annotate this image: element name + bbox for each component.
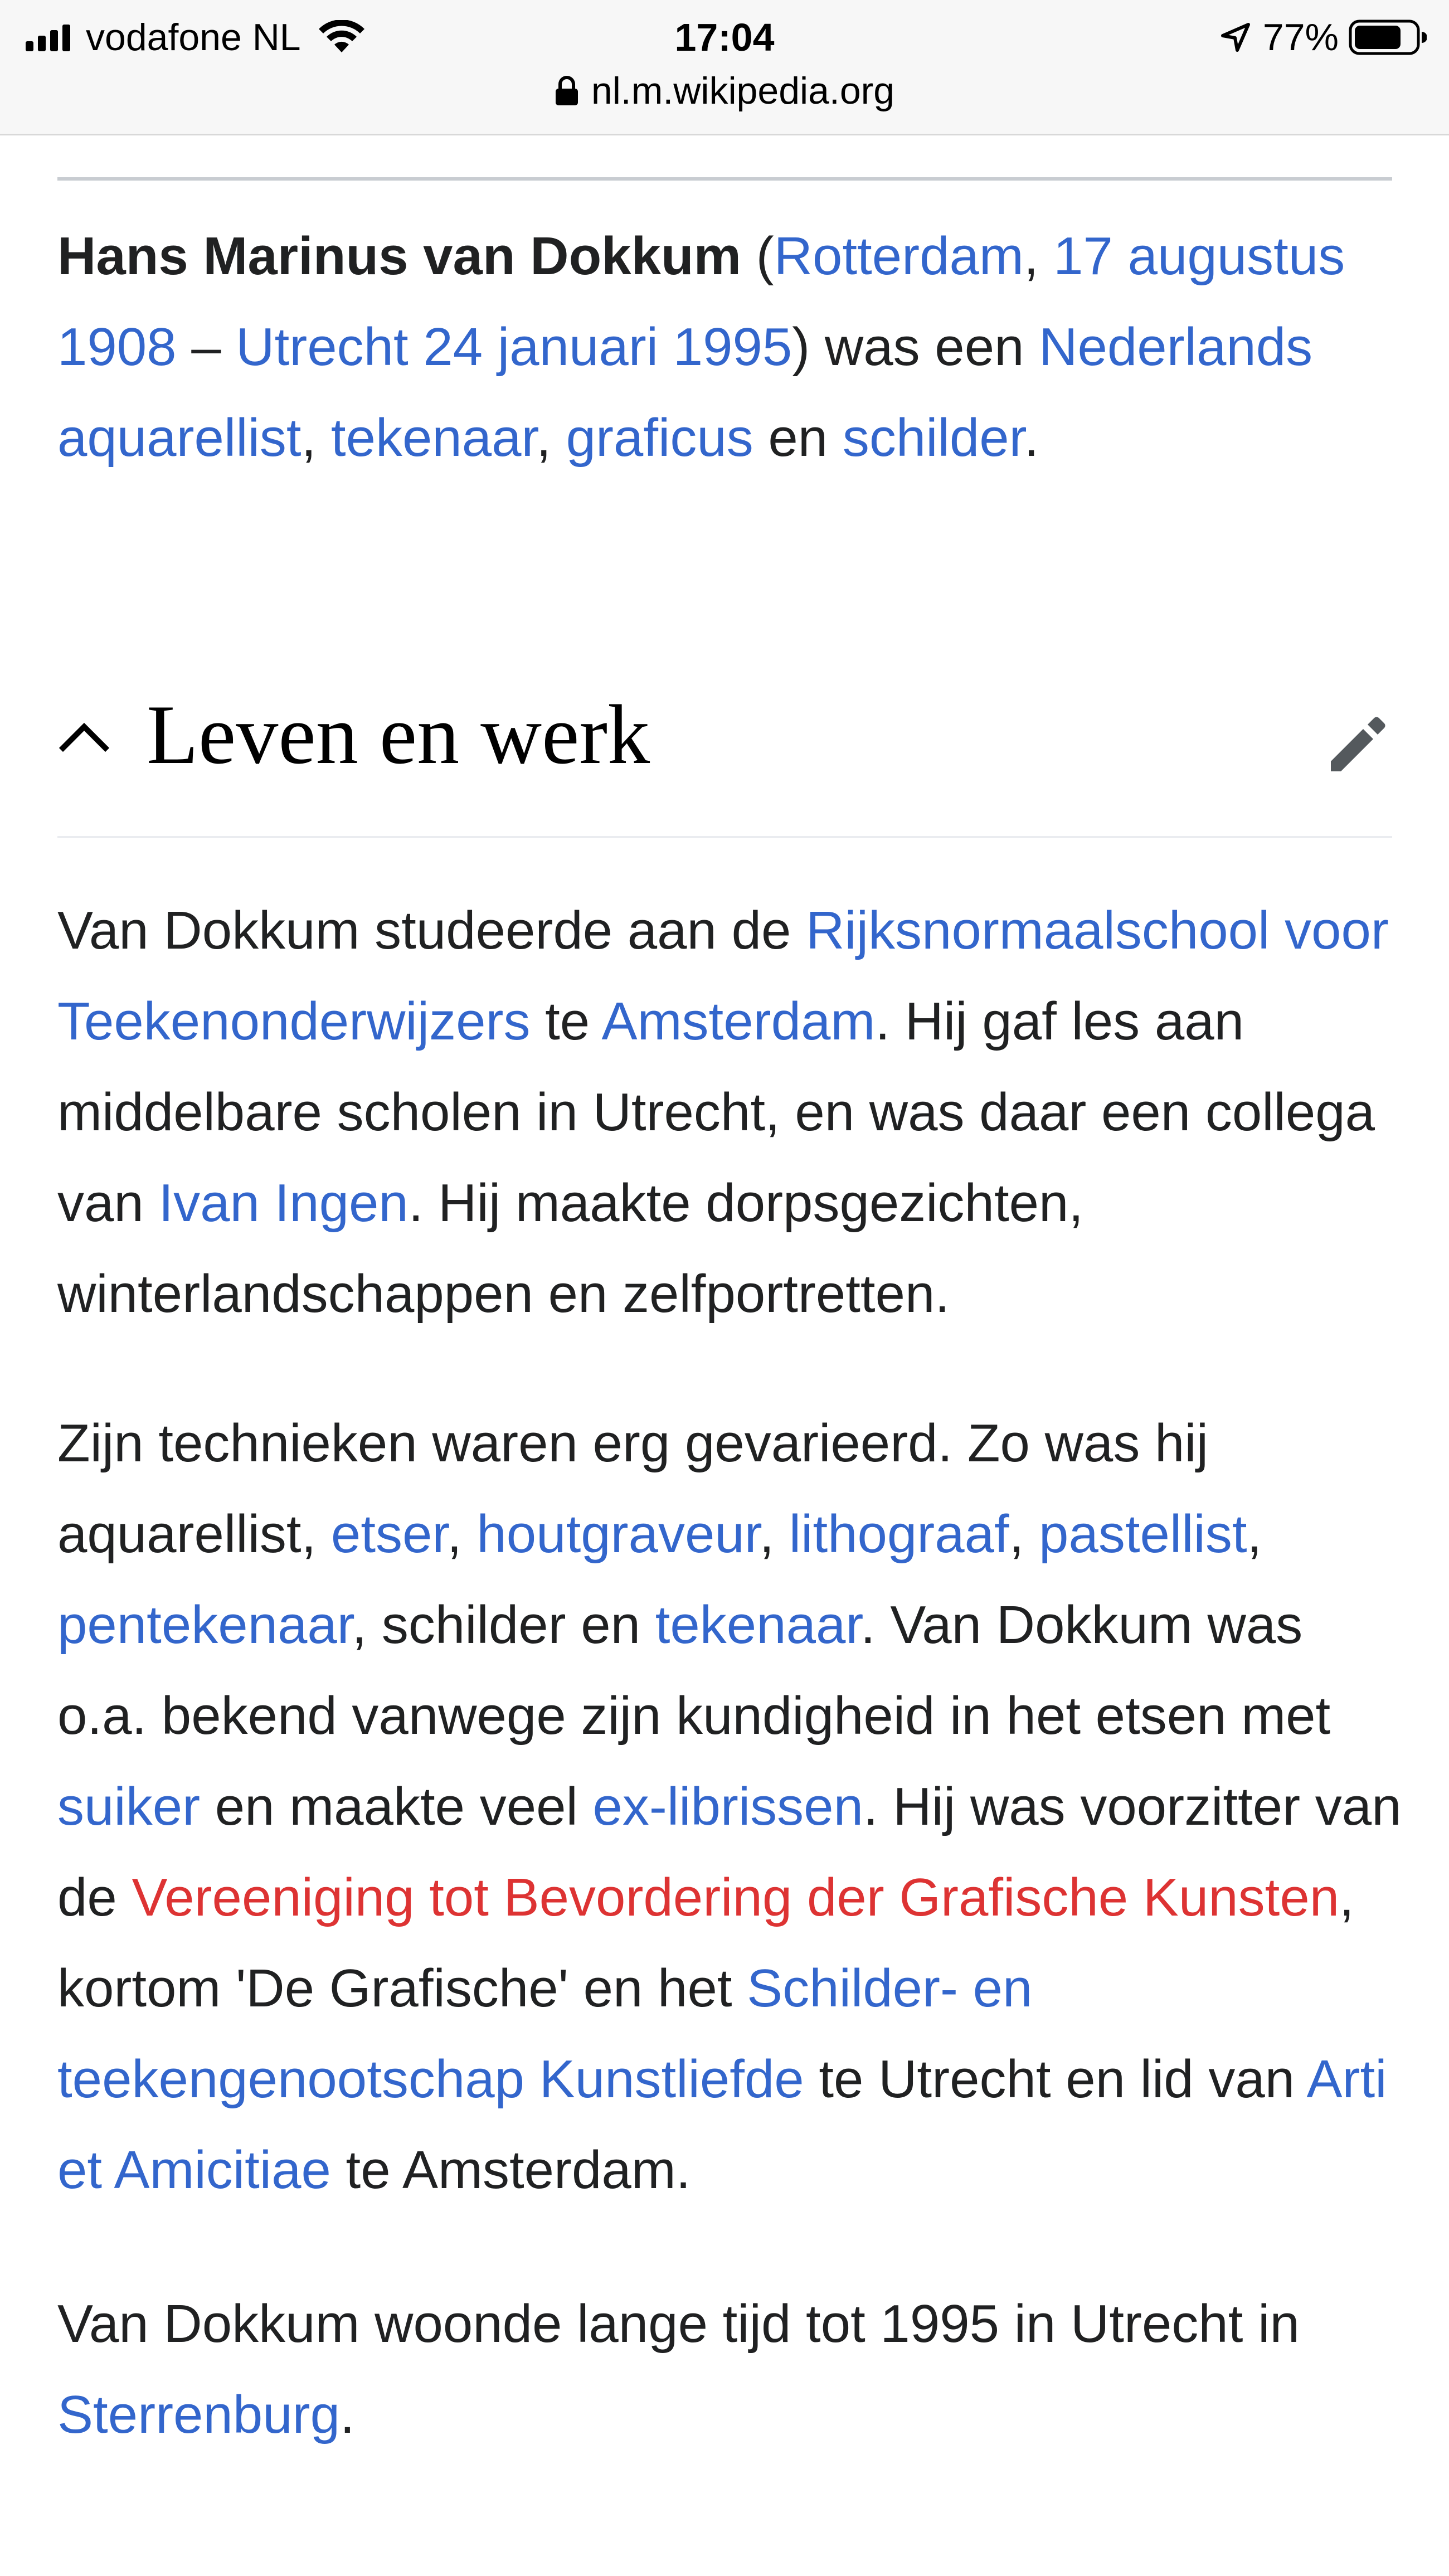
text: ) was een (792, 317, 1039, 377)
text: , (759, 1504, 789, 1564)
text: te Utrecht en lid van (804, 2049, 1307, 2109)
text: , (447, 1504, 477, 1564)
link-graficus[interactable]: graficus (566, 408, 753, 468)
paragraph-2 (57, 1398, 1406, 2215)
status-bar (0, 0, 1449, 135)
text: , (1009, 1504, 1039, 1564)
section-heading-leven-en-werk[interactable] (57, 684, 1392, 785)
text: , (536, 408, 566, 468)
link-kunstliefde[interactable]: Schilder- en teekengenootschap Kunstliefde (57, 1958, 1033, 2109)
text: . (339, 2385, 355, 2444)
location-arrow-icon (1219, 21, 1252, 54)
text: Zijn technieken waren erg gevarieerd. Zo was hij aquarellist, (57, 1413, 1209, 1564)
article-subject: Hans Marinus van Dokkum (57, 226, 741, 286)
link-pentekenaar[interactable]: pentekenaar (57, 1595, 352, 1655)
text: . Hij gaf les aan middelbare scholen in Utrecht, en was daar een collega van (57, 991, 1375, 1233)
text: , kortom 'De Grafische' en het (57, 1868, 1354, 2018)
text: – (176, 317, 236, 377)
text: . (1024, 408, 1039, 468)
battery-percent: 77% (1262, 16, 1339, 59)
status-bar-right (1219, 12, 1427, 62)
link-rijksnormaalschool[interactable]: Rijksnormaalschool voor Teekenonderwijzers (57, 901, 1389, 1051)
link-etser[interactable]: etser (330, 1504, 448, 1564)
text: en maakte veel (200, 1777, 593, 1836)
text: te Amsterdam. (330, 2140, 691, 2200)
link-nederlands-aquarellist[interactable]: Nederlands aquarellist (57, 317, 1313, 468)
link-ex-librissen[interactable]: ex-librissen (592, 1777, 863, 1836)
carrier-name: vodafone NL (86, 16, 301, 59)
link-rotterdam[interactable]: Rotterdam (774, 226, 1024, 286)
status-time: 17:04 (674, 16, 775, 59)
address-bar[interactable] (0, 66, 1449, 116)
link-vereeniging-grafische-kunsten[interactable]: Vereeniging tot Bevordering der Grafische Kunsten (132, 1868, 1340, 1927)
link-arti-et-amicitiae[interactable]: Arti et Amicitiae (57, 2049, 1387, 2200)
chevron-up-icon[interactable] (57, 719, 111, 752)
intro-paragraph (57, 211, 1406, 483)
text: Van Dokkum woonde lange tijd tot 1995 in Utrecht in (57, 2294, 1300, 2354)
paragraph-1 (57, 885, 1406, 1339)
battery-icon (1349, 20, 1427, 55)
text: , schilder en (352, 1595, 655, 1655)
link-ivan-ingen[interactable]: Ivan Ingen (158, 1173, 409, 1233)
section-divider (57, 836, 1392, 838)
text: . Van Dokkum was o.a. bekend vanwege zijn kundigheid in het etsen met (57, 1595, 1331, 1746)
text: . Hij maakte dorpsgezichten, winterlandschappen en zelfportretten. (57, 1173, 1084, 1324)
lock-icon (555, 75, 579, 106)
text: , (1247, 1504, 1262, 1564)
text: , (1023, 226, 1054, 286)
text: en (753, 408, 843, 468)
text: te (530, 991, 602, 1051)
text: . Hij was voorzitter van de (57, 1777, 1402, 1927)
section-title: Leven en werk (147, 688, 650, 781)
text: , (301, 408, 331, 468)
link-schilder[interactable]: schilder (842, 408, 1024, 468)
link-pastellist[interactable]: pastellist (1039, 1504, 1247, 1564)
link-death[interactable]: Utrecht 24 januari 1995 (236, 317, 792, 377)
text: Van Dokkum studeerde aan de (57, 901, 806, 960)
link-amsterdam[interactable]: Amsterdam (601, 991, 876, 1051)
divider (57, 177, 1392, 181)
link-tekenaar[interactable]: tekenaar (330, 408, 537, 468)
link-suiker[interactable]: suiker (57, 1777, 201, 1836)
link-lithograaf[interactable]: lithograaf (789, 1504, 1009, 1564)
link-houtgraveur[interactable]: houtgraveur (476, 1504, 760, 1564)
link-tekenaar-2[interactable]: tekenaar (655, 1595, 861, 1655)
link-sterrenburg[interactable]: Sterrenburg (57, 2385, 340, 2444)
url-text: nl.m.wikipedia.org (591, 70, 895, 112)
paragraph-3 (57, 2278, 1406, 2460)
link-birthdate[interactable]: 17 augustus 1908 (57, 226, 1345, 377)
text: ( (741, 226, 774, 286)
pencil-icon[interactable] (1325, 710, 1392, 777)
